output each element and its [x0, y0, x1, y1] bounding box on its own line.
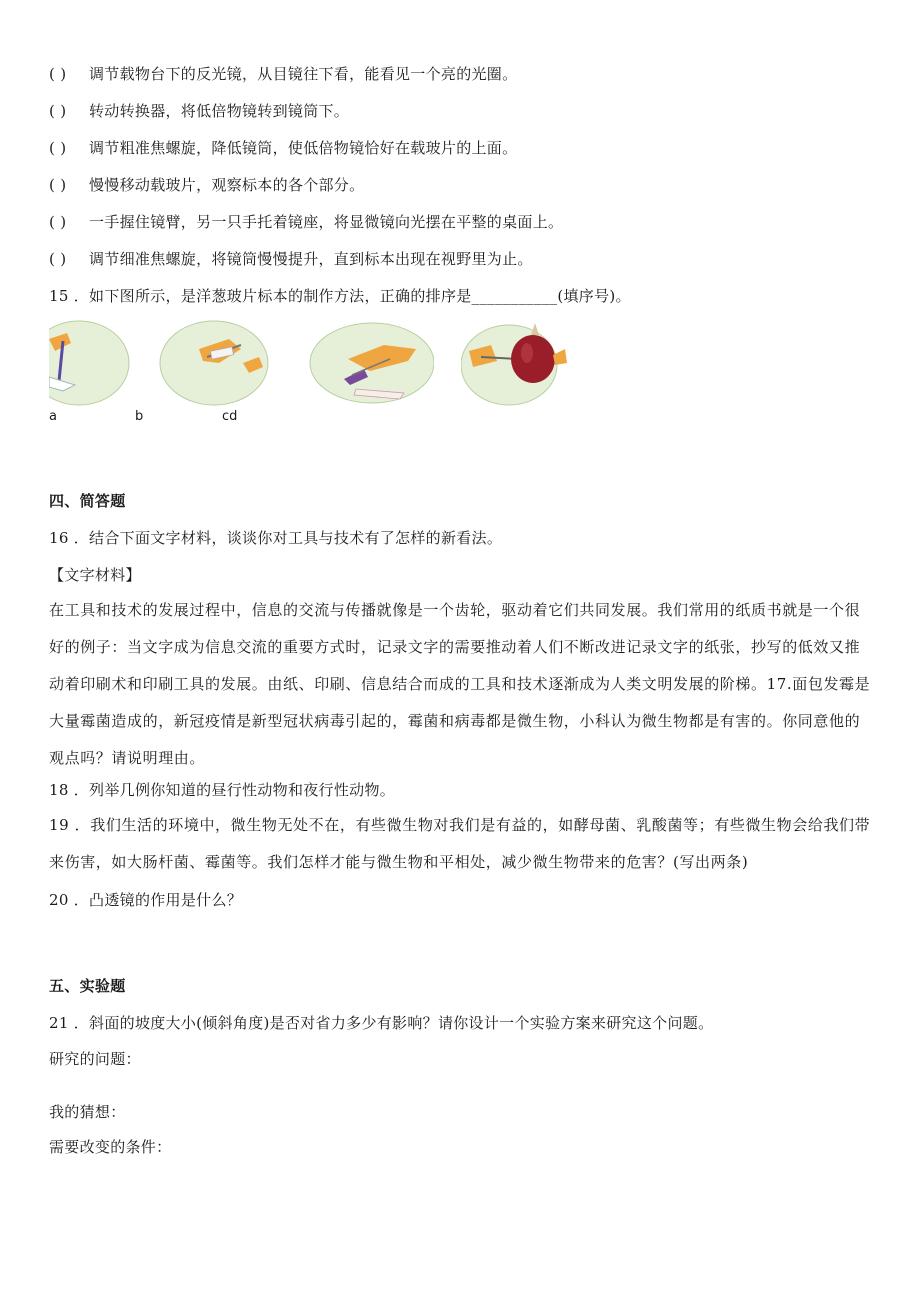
answer-blank[interactable]: ( ) [49, 250, 67, 268]
step-text: 慢慢移动载玻片，观察标本的各个部分。 [89, 176, 365, 194]
step-5 [49, 211, 563, 232]
question-18: 18 ．列举几例你知道的昼行性动物和夜行性动物。 [49, 781, 396, 799]
guess-label: 我的猜想： [49, 1103, 126, 1121]
step-text: 转动转换器，将低倍物镜转到镜筒下。 [89, 102, 350, 120]
research-question-label: 研究的问题： [49, 1050, 141, 1068]
section-heading-experiment: 五、实验题 [49, 977, 126, 995]
answer-blank[interactable]: ( ) [49, 213, 67, 231]
step-text: 调节载物台下的反光镜，从目镜往下看，能看见一个亮的光圈。 [89, 65, 518, 83]
step-2 [49, 100, 349, 121]
step-text: 调节粗准焦螺旋，降低镜筒，使低倍物镜恰好在载玻片的上面。 [89, 139, 518, 157]
question-19: 19 ．我们生活的环境中，微生物无处不在，有些微生物对我们是有益的，如酵母菌、乳酸菌等；有些微生物会给我们带来伤害，如大肠杆菌、霉菌等。我们怎样才能与微生物和平相处，减少微生物带来的危害？(写出两条) [49, 816, 871, 871]
caption-a: a [49, 409, 57, 424]
answer-blank[interactable]: ( ) [49, 176, 67, 194]
step-1 [49, 63, 517, 84]
answer-blank[interactable]: ( ) [49, 102, 67, 120]
step-6 [49, 248, 533, 269]
caption-b: b [135, 409, 144, 424]
question-15: 15 ．如下图所示，是洋葱玻片标本的制作方法，正确的排序是___________(填序号)。 [49, 287, 631, 305]
figure-a-dropper-image [49, 319, 131, 407]
material-paragraph: 在工具和技术的发展过程中，信息的交流与传播就像是一个齿轮，驱动着它们共同发展。我们常用的纸质书就是一个很好的例子：当文字成为信息交流的重要方式时，记录文字的需要推动着人们不断改进记录文字的纸张，抄写的低效又推动着印刷术和印刷工具的发展。由纸、印刷、信息结合而成的工具和技术逐渐成为人类文明发展的阶梯。17.面包发霉是大量霉菌造成的，新冠疫情是新型冠状病毒引起的，霉菌和病毒都是微生物，小科认为微生物都是有害的。你同意他的观点吗？请说明理由。 [49, 601, 871, 767]
figure-d-onion-image [461, 319, 569, 407]
material-label: 【文字材料】 [49, 566, 141, 584]
step-text: 调节细准焦螺旋，将镜筒慢慢提升，直到标本出现在视野里为止。 [89, 250, 533, 268]
question-20: 20 ．凸透镜的作用是什么？ [49, 891, 243, 909]
figure-c-coverslip-image [304, 319, 434, 407]
changed-condition-label: 需要改变的条件： [49, 1138, 172, 1156]
step-text: 一手握住镜臂，另一只手托着镜座，将显微镜向光摆在平整的桌面上。 [89, 213, 564, 231]
step-3 [49, 137, 517, 158]
question-21: 21 ．斜面的坡度大小(倾斜角度)是否对省力多少有影响？请你设计一个实验方案来研究这个问题。 [49, 1014, 714, 1032]
onion-slide-figures [49, 319, 569, 407]
answer-blank[interactable]: ( ) [49, 65, 67, 83]
answer-blank[interactable]: ( ) [49, 139, 67, 157]
caption-cd: cd [222, 409, 238, 424]
step-4 [49, 174, 364, 195]
question-16: 16 ．结合下面文字材料，谈谈你对工具与技术有了怎样的新看法。 [49, 529, 503, 547]
section-heading-short-answer: 四、简答题 [49, 492, 126, 510]
figure-b-tweezers-image [159, 319, 269, 407]
